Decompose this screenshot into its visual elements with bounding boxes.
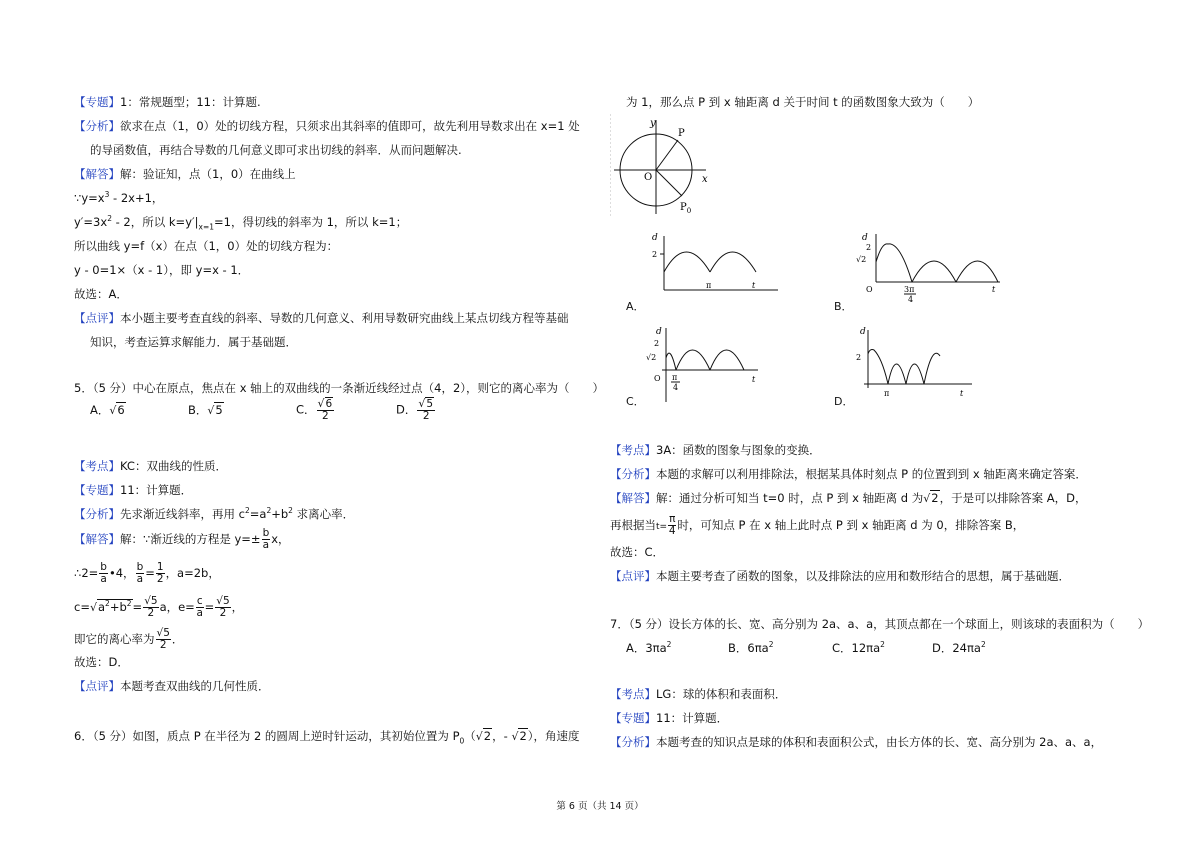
- fraction: [215, 596, 230, 619]
- p-label: P: [678, 128, 685, 139]
- fraction: [668, 514, 676, 537]
- numerator: b: [100, 561, 107, 573]
- eq-part: =: [132, 600, 143, 614]
- analysis-tag: 【分析】: [610, 735, 656, 749]
- analysis-line: [74, 118, 580, 134]
- graph-b-curve-1: [876, 244, 912, 282]
- eq-sup: 2: [288, 506, 293, 516]
- radius-p0: [656, 170, 682, 196]
- comment-text: 本小题主要考查直线的斜率、导数的几何意义、利用导数研究曲线上某点切线方程等基础: [120, 311, 569, 325]
- eq-part: +b: [109, 600, 127, 614]
- eq-sup: 2: [107, 214, 112, 224]
- comment-tag: 【点评】: [610, 569, 656, 583]
- t-label: t: [752, 375, 756, 384]
- q5-option-a: [90, 402, 126, 419]
- radicand: 2: [519, 729, 527, 743]
- numerator: b: [262, 527, 270, 539]
- fraction: [156, 562, 165, 585]
- eq-part: a，e=: [159, 600, 195, 614]
- kaodian-text: 3A：函数的图象与图象的变换．: [656, 443, 821, 457]
- origin-label: O: [654, 374, 661, 383]
- graph-d-curve-4: [924, 353, 940, 384]
- q6-solution: [610, 490, 1086, 507]
- radicand: 5: [215, 403, 223, 417]
- answer-line: 故选：A．: [74, 287, 128, 301]
- sqrt-sign: √: [109, 404, 117, 417]
- graph-b-option[interactable]: B．: [834, 300, 853, 313]
- eq-part: =1，得切线的斜率为 1，所以 k=1；: [214, 215, 408, 229]
- graph-d-curve-2: [888, 364, 906, 384]
- denominator: 2: [322, 410, 329, 422]
- q7-option-b: [728, 640, 773, 656]
- option-label: C．12πa: [832, 641, 881, 655]
- comment-line: [74, 310, 569, 326]
- numerator: b: [136, 561, 144, 573]
- numerator: c: [196, 595, 203, 607]
- q6-answer: 故选：C．: [610, 545, 665, 559]
- radicand: [97, 599, 133, 614]
- tick-2: 2: [652, 250, 658, 259]
- eq-part: 再根据当: [610, 518, 656, 532]
- eq-part: ．: [171, 632, 184, 646]
- topic-line: [74, 94, 261, 110]
- option-label: B．: [188, 403, 208, 417]
- q6-comment: [610, 568, 1070, 584]
- topic-tag: 【专题】: [74, 95, 120, 109]
- eq-sup: 2: [768, 640, 774, 650]
- comment-tag: 【点评】: [74, 311, 120, 325]
- eq-part: •4，: [108, 566, 135, 580]
- q7-topic: [610, 710, 728, 726]
- eq-part: a: [97, 600, 106, 614]
- topic-tag: 【专题】: [610, 711, 656, 725]
- denominator: a: [262, 539, 270, 551]
- denominator: 4: [668, 525, 676, 537]
- numerator: √5: [216, 595, 230, 607]
- eq-part: ∵y=x: [74, 191, 105, 205]
- eq-part: ，-: [492, 729, 512, 743]
- q6-solution-2: [610, 514, 1024, 537]
- eq-sup: 2: [980, 640, 986, 650]
- graph-c: [640, 326, 770, 402]
- graph-a-option[interactable]: A．: [626, 300, 645, 313]
- graph-d-option[interactable]: D．: [834, 395, 854, 408]
- tick-pi: π: [884, 389, 890, 398]
- q5-kaodian: [74, 458, 227, 474]
- eq-part: - 2x+1，: [109, 191, 164, 205]
- denominator: 2: [156, 573, 164, 585]
- option-label: D．24πa: [932, 641, 981, 655]
- analysis-tag: 【分析】: [610, 467, 656, 481]
- denominator: 2: [159, 639, 167, 651]
- graph-c-curve-1: [666, 353, 676, 370]
- fraction: [99, 562, 108, 585]
- q5-comment: [74, 678, 270, 694]
- analysis-text: 本题考查的知识点是球的体积和表面积公式，由长方体的长、宽、高分别为 2a、a、a，: [656, 735, 1103, 749]
- fraction: [417, 398, 435, 422]
- q5-solution: [74, 528, 290, 551]
- eq-part: ∴2=: [74, 566, 99, 580]
- derivative-line: [74, 214, 407, 230]
- eq-sup: 2: [666, 640, 672, 650]
- fraction: [143, 596, 158, 619]
- eq-sup: 2: [126, 599, 132, 609]
- tick-4: 4: [673, 383, 679, 392]
- q5-step-3: [74, 628, 183, 651]
- x-label: x: [702, 174, 708, 185]
- kaodian-tag: 【考点】: [74, 459, 120, 473]
- analysis-text: 本题的求解可以利用排除法，根据某具体时刻点 P 的位置到到 x 轴距离来确定答案．: [656, 467, 1087, 481]
- question-6: [74, 728, 580, 745]
- denominator: 2: [422, 410, 430, 422]
- graph-d-curve-1: [868, 350, 888, 385]
- q5-step-2: [74, 596, 243, 619]
- denominator: a: [100, 573, 107, 585]
- d-label: d: [862, 233, 868, 243]
- eq-part: =: [145, 566, 155, 580]
- graph-c-curve-3: [710, 350, 744, 370]
- p0-label: [680, 202, 691, 215]
- solution-tag: 【解答】: [74, 167, 120, 181]
- radicand: 5: [426, 398, 434, 410]
- eq-part: 时，可知点 P 在 x 轴上此时点 P 到 x 轴距离 d 为 0，排除答案 B，: [677, 518, 1025, 532]
- fraction: [136, 562, 145, 585]
- eq-sup: 2: [880, 640, 885, 650]
- eq-part: 即它的离心率为: [74, 632, 155, 646]
- sqrt-sign: √: [317, 397, 325, 410]
- eq-part: ），角速度: [527, 729, 580, 743]
- denominator: a: [136, 573, 144, 585]
- question-5: 5．（5 分）中心在原点，焦点在 x 轴上的双曲线的一条渐近线经过点（4，2），则它的离心率为（ ）: [74, 381, 605, 395]
- tick-sqrt2: √2: [646, 353, 657, 362]
- analysis-tag: 【分析】: [74, 119, 120, 133]
- question-6-cont: 为 1，那么点 P 到 x 轴距离 d 关于时间 t 的函数图象大致为（ ）: [626, 95, 980, 109]
- topic-text: 1：常规题型；11：计算题.: [120, 95, 261, 109]
- d-label: d: [652, 233, 658, 243]
- option-label: D．: [396, 402, 417, 417]
- eq-part: - 2，所以 k=y′|: [111, 215, 199, 229]
- equation-line: [74, 190, 163, 206]
- eq-part: 先求渐近线斜率，再用 c: [120, 507, 245, 521]
- eq-part: t=: [656, 522, 668, 532]
- graph-c-curve-2: [676, 350, 710, 370]
- fraction: [317, 398, 335, 422]
- q7-analysis: [610, 734, 1102, 750]
- kaodian-text: KC：双曲线的性质．: [120, 459, 227, 473]
- denominator: a: [196, 607, 203, 619]
- radicand: 6: [117, 403, 125, 417]
- circle-figure: [610, 114, 720, 224]
- topic-tag: 【专题】: [74, 483, 120, 497]
- tick-pi: π: [672, 373, 678, 382]
- graph-c-option[interactable]: C．: [626, 395, 645, 408]
- kaodian-text: LG：球的体积和表面积．: [656, 687, 787, 701]
- eq-sup: 2: [244, 506, 250, 516]
- tick-2: 2: [856, 353, 862, 362]
- radicand: 2: [483, 729, 492, 743]
- p0-sub: 0: [686, 207, 692, 215]
- q5-topic: [74, 482, 192, 498]
- page-footer: 第 6 页（共 14 页）: [556, 801, 644, 812]
- analysis-line-2: 的导函数值，再结合导数的几何意义即可求出切线的斜率．从而问题解决.: [90, 143, 462, 157]
- fraction: [156, 628, 171, 651]
- eq-part: x，: [271, 532, 290, 546]
- tick-sqrt2: √2: [856, 255, 867, 264]
- analysis-tag: 【分析】: [74, 507, 120, 521]
- t-label: t: [752, 281, 756, 290]
- eq-part: 解：通过分析可知当 t=0 时，点 P 到 x 轴距离 d 为: [656, 491, 924, 505]
- eq-part: =a: [249, 507, 267, 521]
- sqrt-sign: √: [511, 730, 519, 743]
- option-label: C．: [296, 402, 316, 417]
- eq-part: 解：∵渐近线的方程是 y=±: [120, 532, 261, 546]
- denominator: 2: [147, 607, 155, 619]
- kaodian-tag: 【考点】: [610, 687, 656, 701]
- t-label: t: [992, 285, 996, 294]
- topic-text: 11：计算题．: [120, 483, 193, 497]
- fraction: [262, 528, 271, 551]
- eq-part: ，a=2b，: [165, 566, 220, 580]
- graph-a-curve-1: [664, 252, 710, 272]
- solution-tag: 【解答】: [74, 532, 120, 546]
- tangent-equation: y - 0=1×（x - 1），即 y=x - 1．: [74, 263, 250, 277]
- graph-d-curve-3: [906, 364, 924, 384]
- q6-kaodian: [610, 442, 821, 458]
- t-label: t: [960, 389, 964, 398]
- graph-b-curve-2: [912, 261, 956, 282]
- d-label: d: [656, 327, 662, 337]
- graph-a-curve-2: [710, 252, 756, 272]
- denominator: 2: [219, 607, 227, 619]
- eq-part: ，于是可以排除答案 A，D，: [939, 491, 1087, 505]
- comment-line-2: 知识，考查运算求解能力．属于基础题．: [90, 335, 297, 349]
- numerator: √5: [156, 627, 170, 639]
- q7-option-d: [932, 640, 986, 656]
- eq-sub: x=1: [198, 222, 214, 232]
- option-label: A．: [90, 403, 110, 417]
- q5-analysis: [74, 506, 354, 522]
- kaodian-tag: 【考点】: [610, 443, 656, 457]
- tick-2: 2: [654, 339, 660, 348]
- eq-part: 6．（5 分）如图，质点 P 在半径为 2 的圆周上逆时针运动，其初始位置为 P: [74, 729, 460, 743]
- graph-b: [852, 232, 1002, 302]
- graph-d: [848, 326, 978, 402]
- numerator: π: [669, 513, 676, 525]
- eq-part: 求离心率．: [292, 507, 355, 521]
- eq-sup: 2: [266, 506, 272, 516]
- sqrt-sign: √: [475, 730, 483, 743]
- eq-sub: 0: [459, 736, 465, 746]
- radicand: 2: [931, 491, 939, 505]
- topic-text: 11：计算题．: [656, 711, 729, 725]
- origin-label: O: [866, 285, 873, 294]
- numerator: 1: [156, 561, 164, 573]
- origin-label: O: [644, 172, 653, 183]
- question-7: 7．（5 分）设长方体的长、宽、高分别为 2a、a、a，其顶点都在一个球面上，则该球的表面积为（ ）: [610, 617, 1150, 631]
- eq-part: c=: [74, 600, 90, 614]
- q5-option-b: [188, 402, 224, 419]
- tangent-line-text: 所以曲线 y=f（x）在点（1，0）处的切线方程为：: [74, 239, 339, 253]
- graph-a: [640, 232, 780, 302]
- q7-option-c: [832, 640, 885, 656]
- q5-option-d: [396, 398, 436, 422]
- tick-4: 4: [908, 295, 914, 302]
- tick-3pi: 3π: [904, 285, 915, 294]
- numerator: √5: [144, 595, 158, 607]
- analysis-text: 欲求在点（1，0）处的切线方程，只须求出其斜率的值即可，故先利用导数求出在 x=1 处: [120, 119, 580, 133]
- solution-tag: 【解答】: [610, 491, 656, 505]
- q5-answer: 故选：D．: [74, 655, 129, 669]
- comment-text: 本题考查双曲线的几何性质．: [120, 679, 270, 693]
- tick-2: 2: [866, 243, 872, 252]
- comment-tag: 【点评】: [74, 679, 120, 693]
- q5-step-1: [74, 562, 220, 585]
- q6-analysis: [610, 466, 1087, 482]
- eq-part: ，: [231, 600, 244, 614]
- y-label: y: [650, 118, 656, 129]
- eq-part: =: [204, 600, 215, 614]
- eq-part: +b: [271, 507, 289, 521]
- option-label: A．3πa: [626, 641, 667, 655]
- eq-part: y′=3x: [74, 215, 108, 229]
- eq-sup: 2: [105, 599, 110, 609]
- sqrt-sign: √: [923, 492, 931, 505]
- q5-option-c: [296, 398, 335, 422]
- eq-sup: 3: [104, 190, 110, 200]
- option-label: B．6πa: [728, 641, 769, 655]
- solution-line: [74, 166, 296, 182]
- q7-kaodian: [610, 686, 786, 702]
- sqrt-sign: √: [207, 404, 215, 417]
- eq-part: （: [464, 729, 476, 743]
- radius-p: [656, 140, 678, 170]
- radicand: 6: [325, 398, 333, 410]
- comment-text: 本题主要考查了函数的图象，以及排除法的应用和数形结合的思想，属于基础题．: [656, 569, 1070, 583]
- sqrt-sign: √: [418, 397, 426, 410]
- sqrt-sign: √: [89, 601, 97, 614]
- d-label: d: [860, 327, 866, 337]
- fraction: [196, 596, 204, 619]
- solution-text: 解：验证知，点（1，0）在曲线上: [120, 167, 296, 181]
- p0-letter: P: [680, 202, 687, 213]
- tick-pi: π: [706, 281, 712, 290]
- graph-b-curve-3: [956, 261, 998, 282]
- q7-option-a: [626, 640, 671, 656]
